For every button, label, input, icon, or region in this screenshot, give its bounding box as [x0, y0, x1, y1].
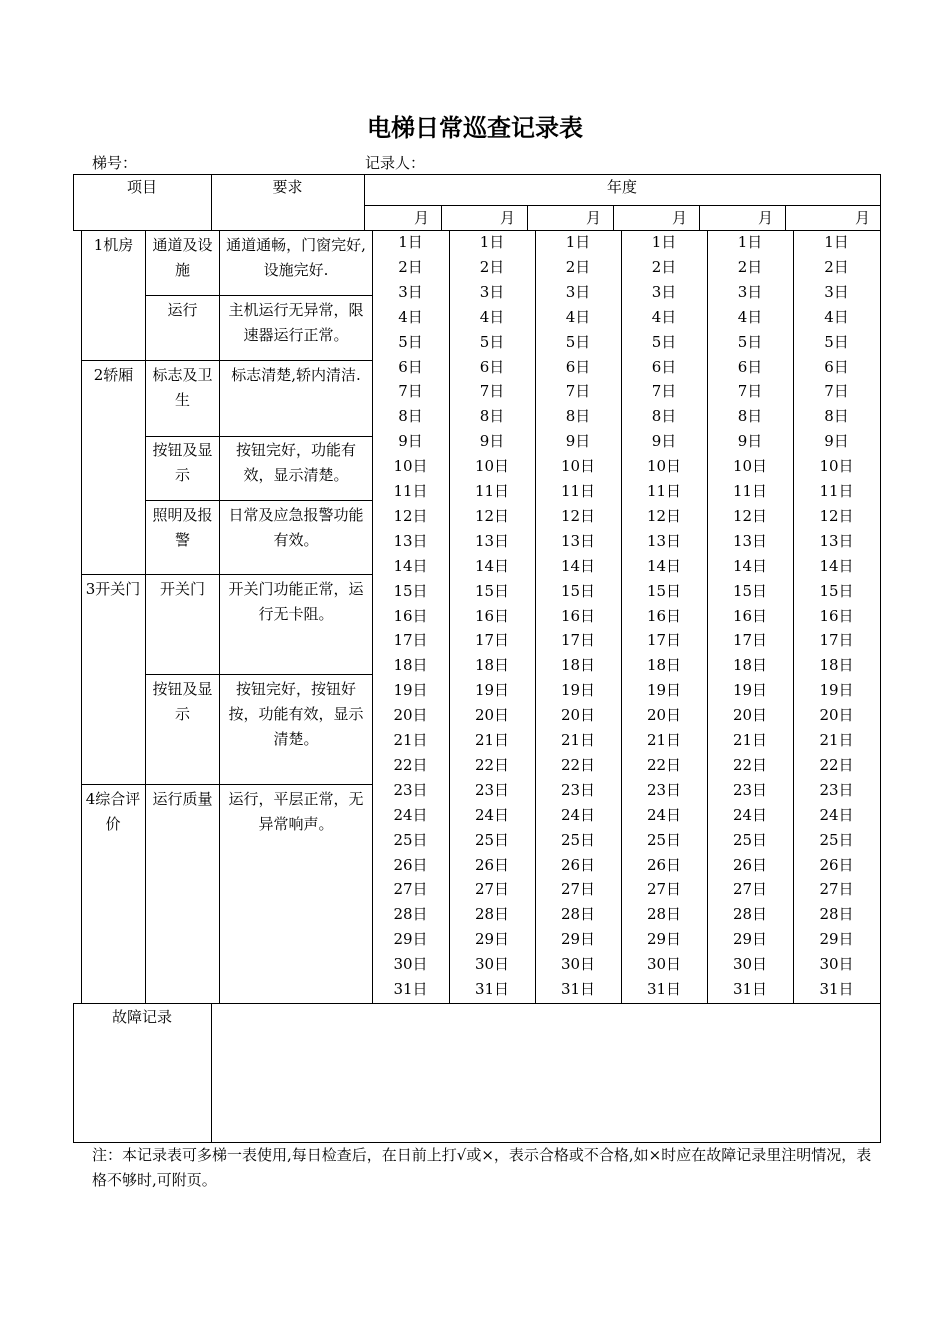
day-cell-m1-d25[interactable]: 25日: [393, 830, 428, 849]
day-cell-m2-d26[interactable]: 26日: [474, 855, 510, 874]
day-cell-m4-d30[interactable]: 30日: [646, 955, 682, 974]
day-cell-m3-d1[interactable]: 1日: [565, 233, 591, 251]
day-cell-m3-d18[interactable]: 18日: [560, 656, 596, 675]
day-cell-m1-d28[interactable]: 28日: [393, 905, 428, 924]
day-cell-m6-d17[interactable]: 17日: [819, 631, 854, 650]
day-cell-m2-d20[interactable]: 20日: [474, 706, 510, 725]
day-cell-m1-d4[interactable]: 4日: [398, 307, 423, 326]
item-requirement-2: 主机运行无异常，限速器运行正常。: [228, 301, 364, 344]
day-cell-m1-d27[interactable]: 27日: [393, 880, 428, 899]
day-cell-m5-d24[interactable]: 24日: [732, 805, 768, 824]
day-cell-m4-d26[interactable]: 26日: [646, 855, 682, 874]
day-cell-m2-d9[interactable]: 9日: [479, 432, 505, 451]
day-cell-m1-d14[interactable]: 14日: [393, 556, 428, 575]
day-cell-m5-d25[interactable]: 25日: [732, 830, 768, 849]
day-cell-m1-d29[interactable]: 29日: [393, 930, 428, 949]
day-cell-m4-d5[interactable]: 5日: [651, 332, 677, 351]
day-cell-m5-d14[interactable]: 14日: [732, 556, 768, 575]
column-header-year: 年度: [606, 178, 637, 196]
day-cell-m1-d3[interactable]: 3日: [398, 282, 423, 301]
day-cell-m6-d2[interactable]: 2日: [824, 257, 849, 276]
day-cell-m2-d10[interactable]: 10日: [474, 457, 510, 476]
day-cell-m3-d10[interactable]: 10日: [560, 457, 596, 476]
day-cell-m1-d18[interactable]: 18日: [393, 656, 428, 675]
day-cell-m6-d12[interactable]: 12日: [819, 506, 854, 525]
day-cell-m4-d22[interactable]: 22日: [646, 755, 682, 774]
recorder-label: 记录人：: [365, 154, 426, 172]
day-cell-m5-d29[interactable]: 29日: [732, 930, 768, 949]
day-cell-m5-d28[interactable]: 28日: [732, 905, 768, 924]
day-cell-m5-d9[interactable]: 9日: [737, 432, 763, 451]
day-cell-m1-d12[interactable]: 12日: [393, 506, 428, 525]
day-cell-m6-d8[interactable]: 8日: [824, 407, 849, 426]
day-cell-m6-d18[interactable]: 18日: [819, 656, 854, 675]
item-name-2: 运行: [167, 301, 198, 319]
item-name-4: 按钮及显示: [152, 441, 213, 484]
day-cell-m5-d12[interactable]: 12日: [732, 506, 768, 525]
day-cell-m1-d26[interactable]: 26日: [393, 855, 428, 874]
day-cell-m5-d6[interactable]: 6日: [737, 357, 763, 376]
day-cell-m1-d6[interactable]: 6日: [398, 357, 423, 376]
day-cell-m2-d8[interactable]: 8日: [479, 407, 505, 426]
day-cell-m6-d23[interactable]: 23日: [819, 780, 854, 799]
day-cell-m4-d31[interactable]: 31日: [646, 980, 682, 998]
column-header-item: 项目: [126, 178, 157, 196]
day-cell-m4-d17[interactable]: 17日: [646, 631, 682, 650]
day-cell-m2-d22[interactable]: 22日: [474, 755, 510, 774]
day-cell-m2-d25[interactable]: 25日: [474, 830, 510, 849]
month-label-4: 月: [672, 209, 688, 227]
day-cell-m2-d27[interactable]: 27日: [474, 880, 510, 899]
day-cell-m4-d3[interactable]: 3日: [651, 282, 677, 301]
day-cell-m6-d27[interactable]: 27日: [819, 880, 854, 899]
day-cell-m6-d26[interactable]: 26日: [819, 855, 854, 874]
item-name-8: 运行质量: [152, 790, 213, 808]
day-cell-m5-d13[interactable]: 13日: [732, 531, 768, 550]
day-cell-m2-d3[interactable]: 3日: [479, 282, 505, 301]
day-cell-m6-d13[interactable]: 13日: [819, 531, 854, 550]
item-name-6: 开关门: [159, 580, 205, 598]
day-cell-m5-d4[interactable]: 4日: [737, 307, 763, 326]
day-cell-m4-d6[interactable]: 6日: [651, 357, 677, 376]
day-cell-m2-d7[interactable]: 7日: [479, 382, 505, 401]
day-cell-m5-d8[interactable]: 8日: [737, 407, 763, 426]
day-cell-m6-d16[interactable]: 16日: [819, 606, 854, 625]
day-cell-m3-d9[interactable]: 9日: [565, 432, 591, 451]
day-cell-m3-d24[interactable]: 24日: [560, 805, 596, 824]
day-cell-m5-d23[interactable]: 23日: [732, 780, 768, 799]
day-cell-m3-d22[interactable]: 22日: [560, 755, 596, 774]
day-cell-m4-d25[interactable]: 25日: [646, 830, 682, 849]
day-cell-m3-d4[interactable]: 4日: [565, 307, 591, 326]
day-cell-m2-d5[interactable]: 5日: [479, 332, 505, 351]
day-cell-m1-d1[interactable]: 1日: [398, 233, 423, 251]
day-cell-m4-d21[interactable]: 21日: [646, 731, 682, 749]
day-cell-m4-d8[interactable]: 8日: [651, 407, 677, 426]
day-cell-m6-d11[interactable]: 11日: [819, 482, 854, 500]
day-cell-m1-d11[interactable]: 11日: [393, 482, 428, 500]
day-cell-m2-d24[interactable]: 24日: [474, 805, 510, 824]
day-cell-m5-d16[interactable]: 16日: [732, 606, 768, 625]
month-label-1: 月: [414, 209, 430, 227]
day-cell-m2-d23[interactable]: 23日: [474, 780, 510, 799]
day-cell-m3-d20[interactable]: 20日: [560, 706, 596, 725]
footnote: 注：本记录表可多梯一表使用,每日检查后，在日前上打√或×，表示合格或不合格,如×时应在故障记录里注明情况，表格不够时,可附页。: [92, 1146, 872, 1189]
day-cell-m6-d30[interactable]: 30日: [819, 955, 854, 974]
day-cell-m2-d16[interactable]: 16日: [474, 606, 510, 625]
day-cell-m4-d2[interactable]: 2日: [651, 257, 677, 276]
day-cell-m1-d30[interactable]: 30日: [393, 955, 428, 974]
day-cell-m5-d7[interactable]: 7日: [737, 382, 763, 401]
day-cell-m2-d18[interactable]: 18日: [474, 656, 510, 675]
day-cell-m5-d15[interactable]: 15日: [732, 581, 768, 600]
day-cell-m6-d7[interactable]: 7日: [824, 382, 849, 401]
day-cell-m5-d5[interactable]: 5日: [737, 332, 763, 351]
day-cell-m3-d17[interactable]: 17日: [560, 631, 596, 650]
day-cell-m1-d2[interactable]: 2日: [398, 257, 423, 276]
day-cell-m3-d28[interactable]: 28日: [560, 905, 596, 924]
item-requirement-6: 开关门功能正常，运行无卡阻。: [228, 580, 364, 623]
day-cell-m5-d31[interactable]: 31日: [732, 980, 768, 998]
day-cell-m2-d15[interactable]: 15日: [474, 581, 510, 600]
day-cell-m5-d27[interactable]: 27日: [732, 880, 768, 899]
month-label-6: 月: [855, 209, 871, 227]
category-2: 2轿厢: [93, 366, 134, 384]
day-cell-m6-d10[interactable]: 10日: [819, 457, 854, 476]
day-cell-m3-d26[interactable]: 26日: [560, 855, 596, 874]
day-cell-m5-d20[interactable]: 20日: [732, 706, 768, 725]
day-cell-m6-d15[interactable]: 15日: [819, 581, 854, 600]
day-cell-m5-d17[interactable]: 17日: [732, 631, 768, 650]
day-cell-m4-d7[interactable]: 7日: [651, 382, 677, 401]
day-cell-m4-d16[interactable]: 16日: [646, 606, 682, 625]
day-cell-m5-d18[interactable]: 18日: [732, 656, 768, 675]
day-cell-m3-d27[interactable]: 27日: [560, 880, 596, 899]
column-header-requirement: 要求: [272, 178, 303, 196]
day-cell-m6-d28[interactable]: 28日: [819, 905, 854, 924]
item-name-7: 按钮及显示: [152, 680, 213, 723]
day-cell-m1-d7[interactable]: 7日: [398, 382, 423, 401]
day-cell-m6-d19[interactable]: 19日: [819, 681, 854, 700]
day-cell-m3-d6[interactable]: 6日: [565, 357, 591, 376]
day-cell-m4-d20[interactable]: 20日: [646, 706, 682, 725]
day-cell-m1-d19[interactable]: 19日: [393, 681, 428, 700]
day-cell-m5-d21[interactable]: 21日: [732, 731, 768, 749]
day-cell-m3-d8[interactable]: 8日: [565, 407, 591, 426]
day-cell-m3-d14[interactable]: 14日: [560, 556, 596, 575]
day-cell-m3-d31[interactable]: 31日: [560, 980, 596, 998]
day-cell-m3-d19[interactable]: 19日: [560, 681, 596, 700]
day-cell-m4-d11[interactable]: 11日: [646, 482, 682, 500]
day-cell-m2-d13[interactable]: 13日: [474, 531, 510, 550]
fault-record-area[interactable]: [212, 1004, 880, 1142]
day-cell-m5-d11[interactable]: 11日: [732, 482, 768, 500]
day-cell-m4-d1[interactable]: 1日: [651, 233, 677, 251]
day-cell-m2-d14[interactable]: 14日: [474, 556, 510, 575]
day-cell-m4-d9[interactable]: 9日: [651, 432, 677, 451]
day-cell-m6-d14[interactable]: 14日: [819, 556, 854, 575]
item-name-3: 标志及卫生: [152, 366, 213, 409]
item-requirement-4: 按钮完好，功能有效，显示清楚。: [235, 441, 356, 484]
day-cell-m1-d22[interactable]: 22日: [393, 755, 428, 774]
category-1: 1机房: [93, 236, 134, 254]
day-cell-m4-d28[interactable]: 28日: [646, 905, 682, 924]
day-cell-m6-d22[interactable]: 22日: [819, 755, 854, 774]
day-cell-m2-d31[interactable]: 31日: [474, 980, 510, 998]
day-cell-m1-d21[interactable]: 21日: [393, 731, 428, 749]
day-cell-m2-d19[interactable]: 19日: [474, 681, 510, 700]
page-title: 电梯日常巡查记录表: [367, 114, 583, 142]
item-requirement-8: 运行，平层正常，无异常响声。: [228, 790, 364, 833]
day-cell-m2-d30[interactable]: 30日: [474, 955, 510, 974]
day-cell-m3-d25[interactable]: 25日: [560, 830, 596, 849]
day-cell-m4-d12[interactable]: 12日: [646, 506, 682, 525]
day-cell-m3-d15[interactable]: 15日: [560, 581, 596, 600]
day-cell-m3-d7[interactable]: 7日: [565, 382, 591, 401]
day-cell-m5-d10[interactable]: 10日: [732, 457, 768, 476]
day-cell-m1-d20[interactable]: 20日: [393, 706, 428, 725]
day-cell-m6-d25[interactable]: 25日: [819, 830, 854, 849]
day-cell-m6-d6[interactable]: 6日: [824, 357, 849, 376]
day-cell-m1-d24[interactable]: 24日: [393, 805, 428, 824]
day-cell-m3-d16[interactable]: 16日: [560, 606, 596, 625]
day-cell-m3-d2[interactable]: 2日: [565, 257, 591, 276]
day-cell-m2-d11[interactable]: 11日: [474, 482, 510, 500]
day-cell-m6-d29[interactable]: 29日: [819, 930, 854, 949]
day-cell-m3-d29[interactable]: 29日: [560, 930, 596, 949]
day-cell-m2-d28[interactable]: 28日: [474, 905, 510, 924]
day-cell-m1-d31[interactable]: 31日: [393, 980, 428, 998]
day-cell-m4-d29[interactable]: 29日: [646, 930, 682, 949]
day-cell-m5-d3[interactable]: 3日: [737, 282, 763, 301]
month-label-3: 月: [586, 209, 602, 227]
day-cell-m6-d1[interactable]: 1日: [824, 233, 849, 251]
category-4: 4综合评价: [85, 790, 141, 833]
day-cell-m2-d6[interactable]: 6日: [479, 357, 505, 376]
item-requirement-5: 日常及应急报警功能有效。: [228, 506, 364, 549]
day-cell-m3-d13[interactable]: 13日: [560, 531, 596, 550]
day-cell-m6-d9[interactable]: 9日: [824, 432, 849, 451]
item-name-5: 照明及报警: [152, 506, 213, 549]
day-cell-m5-d1[interactable]: 1日: [737, 233, 763, 251]
day-cell-m3-d5[interactable]: 5日: [565, 332, 591, 351]
day-cell-m4-d27[interactable]: 27日: [646, 880, 682, 899]
day-cell-m1-d23[interactable]: 23日: [393, 780, 428, 799]
category-3: 3开关门: [85, 580, 141, 598]
day-cell-m5-d19[interactable]: 19日: [732, 681, 768, 700]
day-cell-m1-d16[interactable]: 16日: [393, 606, 428, 625]
day-cell-m1-d10[interactable]: 10日: [393, 457, 428, 476]
day-cell-m4-d24[interactable]: 24日: [646, 805, 682, 824]
day-cell-m4-d10[interactable]: 10日: [646, 457, 682, 476]
day-cell-m2-d4[interactable]: 4日: [479, 307, 505, 326]
day-cell-m2-d29[interactable]: 29日: [474, 930, 510, 949]
day-cell-m3-d11[interactable]: 11日: [560, 482, 596, 500]
day-cell-m3-d30[interactable]: 30日: [560, 955, 596, 974]
day-cell-m2-d2[interactable]: 2日: [479, 257, 505, 276]
month-label-5: 月: [758, 209, 774, 227]
day-cell-m4-d15[interactable]: 15日: [646, 581, 682, 600]
day-cell-m1-d5[interactable]: 5日: [398, 332, 423, 351]
day-cell-m2-d12[interactable]: 12日: [474, 506, 510, 525]
day-cell-m6-d5[interactable]: 5日: [824, 332, 849, 351]
day-cell-m4-d19[interactable]: 19日: [646, 681, 682, 700]
day-cell-m5-d2[interactable]: 2日: [737, 257, 763, 276]
day-cell-m1-d8[interactable]: 8日: [398, 407, 423, 426]
day-cell-m5-d22[interactable]: 22日: [732, 755, 768, 774]
day-cell-m4-d18[interactable]: 18日: [646, 656, 682, 675]
day-cell-m1-d9[interactable]: 9日: [398, 432, 423, 451]
month-label-2: 月: [500, 209, 516, 227]
day-cell-m4-d4[interactable]: 4日: [651, 307, 677, 326]
fault-record-label: 故障记录: [111, 1008, 172, 1026]
day-cell-m2-d1[interactable]: 1日: [479, 233, 505, 251]
day-cell-m4-d23[interactable]: 23日: [646, 780, 682, 799]
day-cell-m6-d3[interactable]: 3日: [824, 282, 849, 301]
item-requirement-7: 按钮完好，按钮好按，功能有效，显示清楚。: [228, 680, 364, 748]
day-cell-m6-d20[interactable]: 20日: [819, 706, 854, 725]
day-cell-m4-d13[interactable]: 13日: [646, 531, 682, 550]
day-cell-m5-d26[interactable]: 26日: [732, 855, 768, 874]
day-cell-m3-d12[interactable]: 12日: [560, 506, 596, 525]
day-cell-m5-d30[interactable]: 30日: [732, 955, 768, 974]
item-requirement-3: 标志清楚,轿内清洁.: [231, 366, 361, 384]
day-cell-m2-d21[interactable]: 21日: [474, 731, 510, 749]
day-cell-m4-d14[interactable]: 14日: [646, 556, 682, 575]
day-cell-m6-d24[interactable]: 24日: [819, 805, 854, 824]
item-requirement-1: 通道通畅，门窗完好,设施完好.: [226, 236, 366, 279]
day-cell-m6-d31[interactable]: 31日: [819, 980, 854, 998]
item-name-1: 通道及设施: [152, 236, 213, 279]
day-cell-m6-d4[interactable]: 4日: [824, 307, 849, 326]
day-cell-m3-d21[interactable]: 21日: [560, 731, 596, 749]
elevator-number-label: 梯号：: [92, 154, 138, 172]
day-cell-m3-d23[interactable]: 23日: [560, 780, 596, 799]
day-cell-m2-d17[interactable]: 17日: [474, 631, 510, 650]
day-cell-m6-d21[interactable]: 21日: [819, 731, 854, 749]
day-cell-m3-d3[interactable]: 3日: [565, 282, 591, 301]
day-cell-m1-d13[interactable]: 13日: [393, 531, 428, 550]
day-cell-m1-d15[interactable]: 15日: [393, 581, 428, 600]
day-cell-m1-d17[interactable]: 17日: [393, 631, 428, 650]
